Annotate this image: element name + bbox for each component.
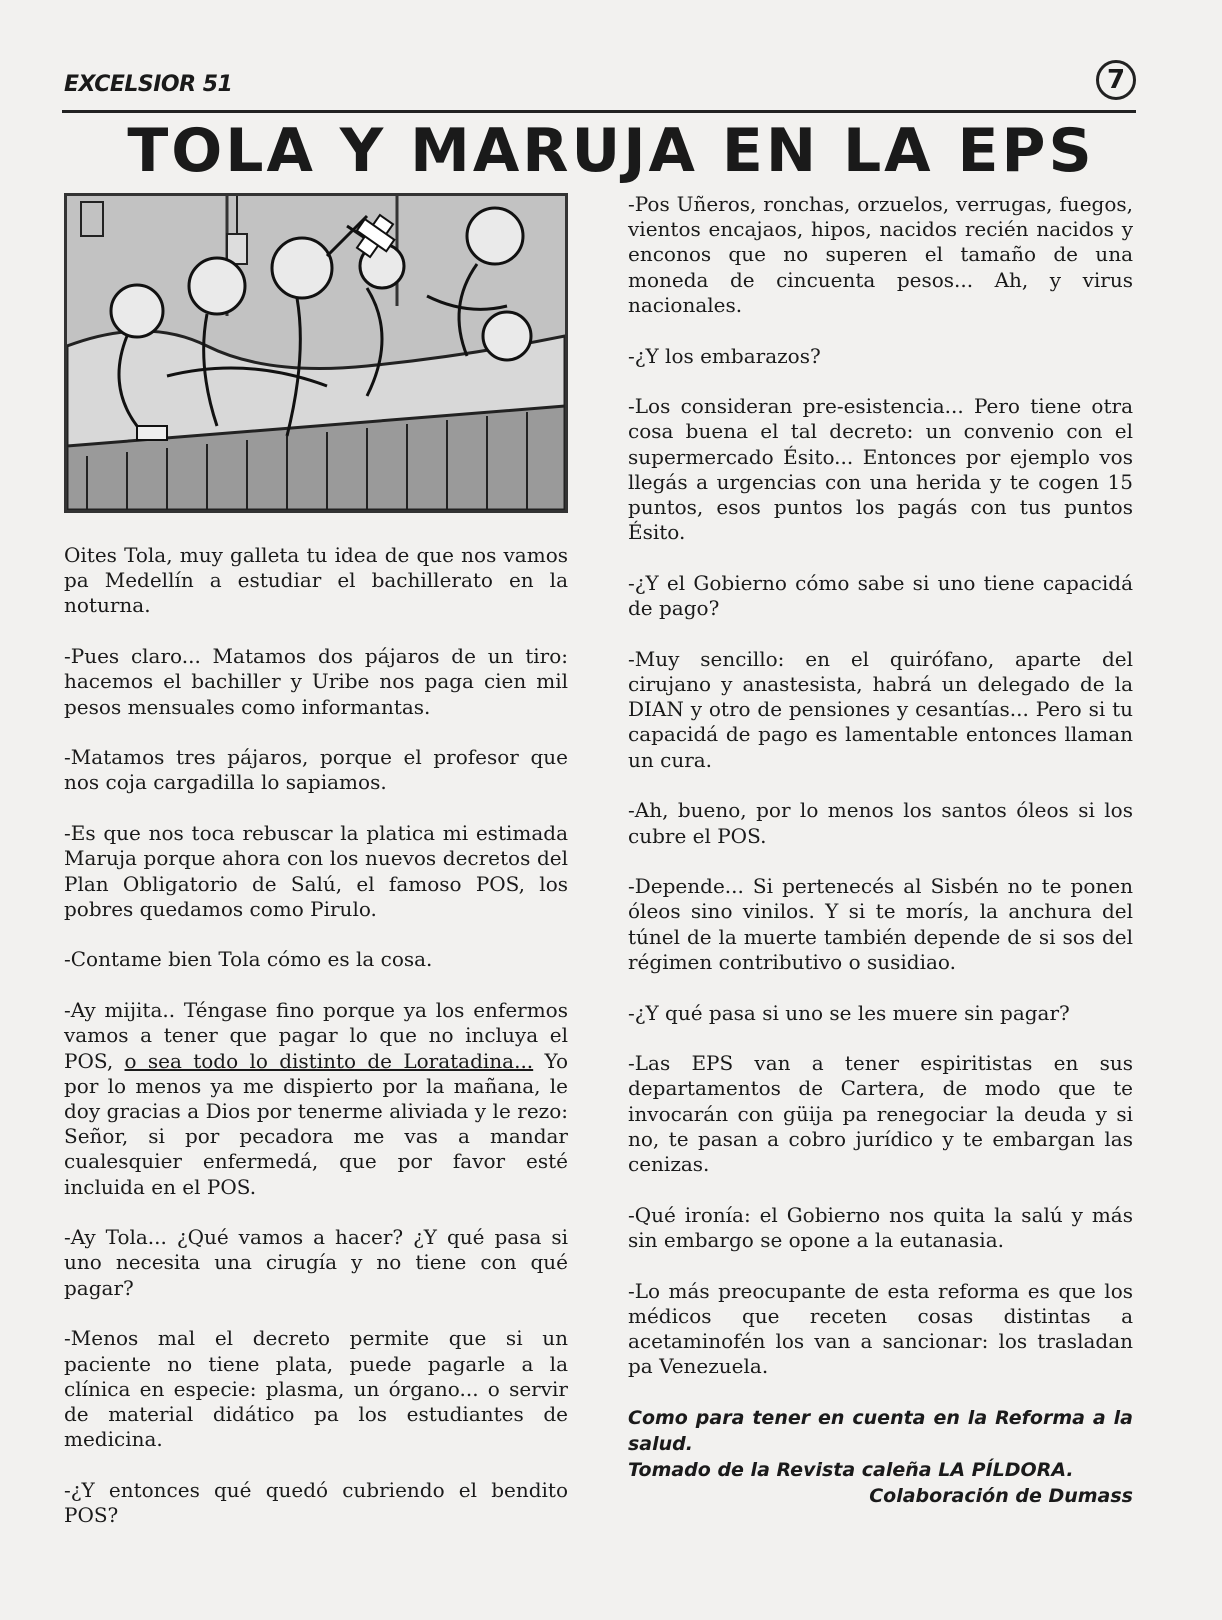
- text-run: Yo por lo menos ya me dispierto por la mañana, le doy gracias a Dios por tenerme aliviada y le rezo: Señor, si por pecadora me vas a mandar cualesquier enfermedá, que por favor esté incluida en el POS.: [64, 1048, 568, 1199]
- paragraph: -Matamos tres pájaros, porque el profesor que nos coja cargadilla lo sapiamos.: [64, 745, 568, 795]
- paragraph: -Menos mal el decreto permite que si un paciente no tiene plata, puede pagarle a la clínica en especie: plasma, un órgano... o servir de material didático pa los estudiantes de medicina.: [64, 1326, 568, 1452]
- paragraph: -Los consideran pre-esistencia... Pero tiene otra cosa buena el tal decreto: un convenio con el supermercado Ésito... Entonces por ejemplo vos llegás a urgencias con una herida y te cogen 15 puntos, esos puntos los pagás con tus puntos Ésito.: [628, 394, 1133, 545]
- closing-credits: [628, 1405, 1133, 1509]
- paragraph: -Ay Tola... ¿Qué vamos a hacer? ¿Y qué pasa si uno necesita una cirugía y no tiene con qué pagar?: [64, 1225, 568, 1300]
- source-note: Tomado de la Revista caleña LA PÍLDORA.: [628, 1459, 1074, 1482]
- paragraph: -¿Y el Gobierno cómo sabe si uno tiene capacidá de pago?: [628, 570, 1133, 621]
- paragraph: -Las EPS van a tener espiritistas en sus departamentos de Cartera, de modo que te invocarán con güija pa renegociar la deuda y si no, te pasan a cobro jurídico y te embargan las cenizas.: [628, 1051, 1133, 1177]
- page-header: [62, 66, 1136, 113]
- text-run: -Ay mijita.. Téngase fino porque ya los enfermos vamos a tener que pagar lo que no incluya el POS,: [64, 998, 568, 1073]
- underlined-text: o sea todo lo distinto de Loratadina...: [124, 1048, 534, 1073]
- paragraph: -Ah, bueno, por lo menos los santos óleos si los cubre el POS.: [628, 798, 1133, 848]
- magazine-name: EXCELSIOR 51: [64, 72, 233, 97]
- page-number: 7: [1096, 60, 1136, 100]
- paragraph: -¿Y qué pasa si uno se les muere sin pagar?: [628, 1000, 1070, 1025]
- paragraph: -Muy sencillo: en el quirófano, aparte del cirujano y anastesista, habrá un delegado de la DIAN y otro de pensiones y cesantías... Pero si tu capacidá de pago es lamentable entonces llaman un cura.: [628, 646, 1133, 772]
- right-column: [628, 192, 1133, 1509]
- paragraph: -Depende... Si pertenecés al Sisbén no te ponen óleos sino vinilos. Y si te morís, la anchura del túnel de la muerte también depende de si sos del régimen contributivo o susidiao.: [628, 874, 1133, 974]
- paragraph: [64, 998, 568, 1200]
- paragraph: -Qué ironía: el Gobierno nos quita la salú y más sin embargo se opone a la eutanasia.: [628, 1202, 1133, 1252]
- paragraph: -¿Y entonces qué quedó cubriendo el bendito POS?: [64, 1477, 568, 1528]
- paragraph: -Contame bien Tola cómo es la cosa.: [64, 947, 433, 972]
- closing-note: Como para tener en cuenta en la Reforma a la salud.: [628, 1407, 1133, 1456]
- left-column: [64, 543, 568, 1554]
- paragraph: -Pues claro... Matamos dos pájaros de un tiro: hacemos el bachiller y Uribe nos paga cien mil pesos mensuales como informantas.: [64, 644, 568, 719]
- paragraph: -Es que nos toca rebuscar la platica mi estimada Maruja porque ahora con los nuevos decretos del Plan Obligatorio de Salú, el famoso POS, los pobres quedamos como Pirulo.: [64, 821, 568, 921]
- paragraph: -Lo más preocupante de esta reforma es que los médicos que receten cosas distintas a acetaminofén los van a sancionar: los trasladan pa Venezuela.: [628, 1278, 1133, 1379]
- cartoon-hospital-scene-icon: [64, 193, 568, 513]
- contributor-credit: Colaboración de Dumass: [869, 1485, 1133, 1508]
- paragraph: -¿Y los embarazos?: [628, 343, 821, 368]
- paragraph: -Pos Uñeros, ronchas, orzuelos, verrugas, fuegos, vientos encajaos, hipos, nacidos recién nacidos y enconos que no superen el tamaño de una moneda de cincuenta pesos... Ah, y virus nacionales.: [628, 192, 1133, 317]
- paragraph: Oites Tola, muy galleta tu idea de que nos vamos pa Medellín a estudiar el bachillerato en la noturna.: [64, 543, 568, 618]
- article-title: TOLA Y MARUJA EN LA EPS: [127, 116, 1095, 186]
